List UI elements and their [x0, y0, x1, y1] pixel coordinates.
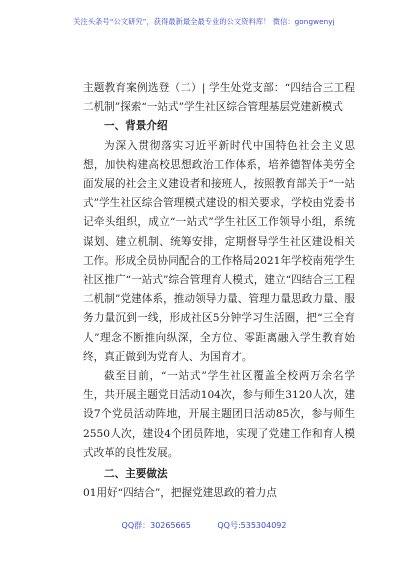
subheading-four-combinations: 01用好“四结合”，把握党建思政的着力点 [83, 487, 277, 500]
footer-contact [0, 520, 408, 531]
footer-qq-group: QQ群：30265665 [121, 521, 191, 530]
paragraph-background: 为深入贯彻落实习近平新时代中国特色社会主义思想，加快构建高校思想政治工作体系，培养德智体美劳全面发展的社会主义建设者和接班人，按照教育部关于“一站式”学生社区综合管理模式建设的相关要求，学校由党委书记牵头组织，成立“一站式”学生社区工作领导小组，系统谋划、建立机制、统筹安排，定期督导学生社区建设相关工作。形成全员协同配合的工作格局2021年学校南苑学生社区推广“一站式”综合管理育人模式，建立“四结合三工程二机制”党建体系，推动领导力量、管理力量思政力量、服务力量沉到一线，形成社区5分钟学习生活圈，把“三全育人”理念不断推向纵深，全方位、零距离融入学生教育始终，真正做到为党育人、为国育才。 [83, 139, 355, 363]
article-title: 主题教育案例选登（二）| 学生处党支部：“四结合三工程二机制”探索“一站式”学生社区综合管理基层党建新模式 [83, 82, 355, 114]
section-heading-background: 一、背景介绍 [104, 120, 168, 133]
section-heading-practices: 二、主要做法 [104, 468, 168, 481]
article-body [83, 79, 355, 503]
header-promo-note: 关注头条号“公文研究”，获得最新最全最专业的公文资料库！ 微信：gongwenyj [73, 17, 335, 26]
footer-qq-number: QQ号:535304092 [217, 521, 287, 530]
paragraph-progress: 截至目前，“一站式”学生社区覆盖全校两万余名学生，共开展主题党日活动104次，参与师生3120人次，建设7个党员活动阵地，开展主题团日活动85次，参与师生2550人次，建设4个团员阵地，实现了党建工作和育人模式改革的良性发展。 [83, 370, 355, 459]
